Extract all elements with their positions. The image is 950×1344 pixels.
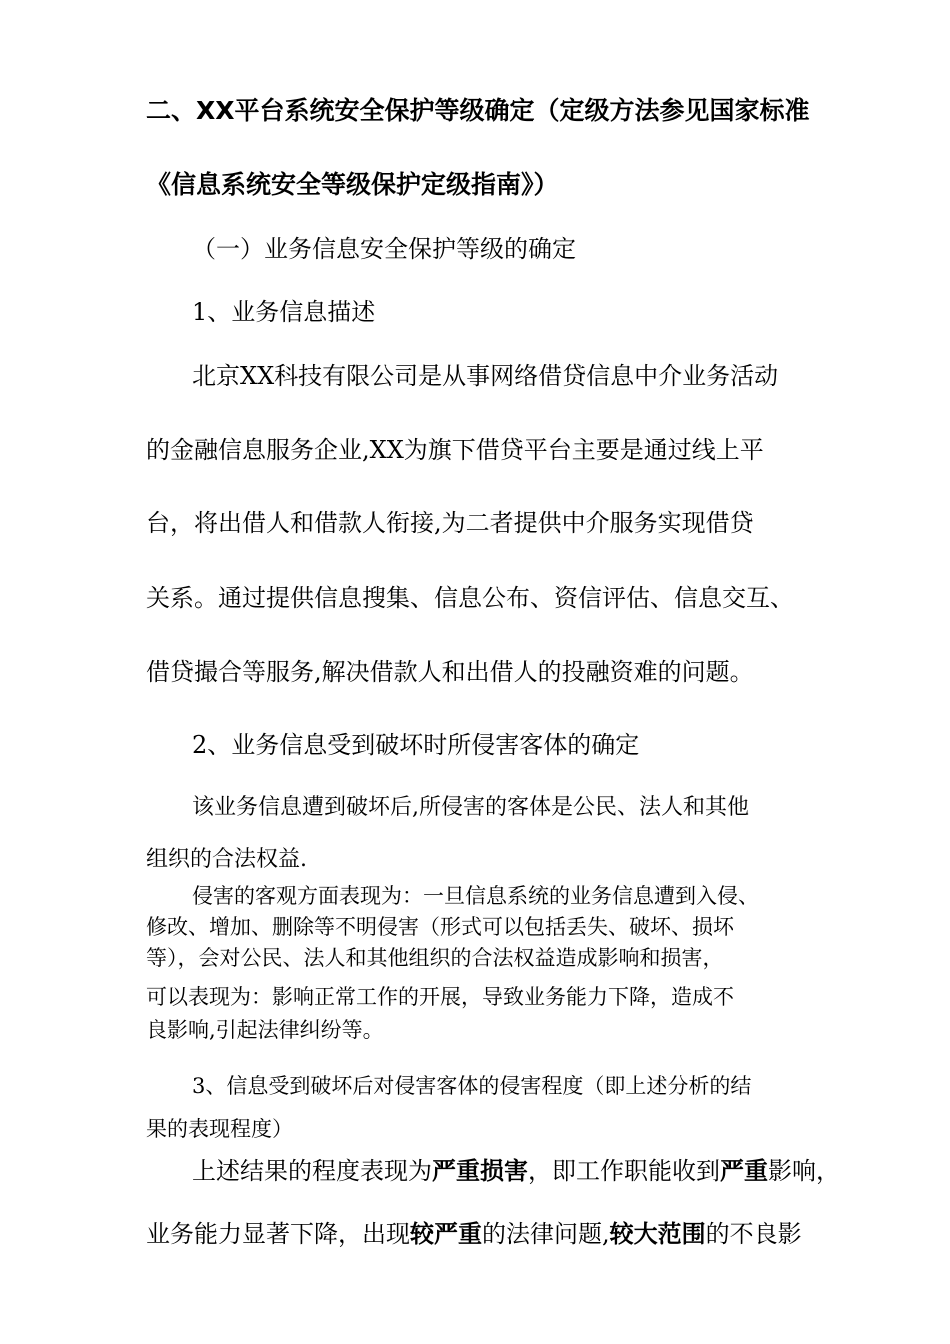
item-3-body-line-1 bbox=[192, 1159, 840, 1183]
emphasis-large-scope: 较大范围 bbox=[609, 1220, 706, 1248]
plain-text: 业务能力显著下降，出现 bbox=[146, 1220, 410, 1248]
heading-line-1: 二、XX平台系统安全保护等级确定（定级方法参见国家标准 bbox=[146, 96, 810, 125]
item-1-line-5: 借贷撮合等服务,解决借款人和出借人的投融资难的问题。 bbox=[146, 658, 754, 686]
plain-text: 上述结果的程度表现为 bbox=[192, 1157, 432, 1185]
plain-text: 的不良影 bbox=[705, 1220, 802, 1248]
section-one-title: （一）业务信息安全保护等级的确定 bbox=[192, 235, 576, 263]
item-1-line-4: 关系。通过提供信息搜集、信息公布、资信评估、信息交互、 bbox=[146, 584, 794, 612]
item-2-para-1-line-2: 组织的合法权益. bbox=[146, 847, 307, 872]
item-1-line-2: 的金融信息服务企业,XX为旗下借贷平台主要是通过线上平 bbox=[146, 436, 764, 464]
item-2-para-1-line-1: 该业务信息遭到破坏后,所侵害的客体是公民、法人和其他 bbox=[192, 795, 749, 820]
emphasis-relatively-severe: 较严重 bbox=[410, 1220, 482, 1248]
item-2-para-2-line-5: 良影响,引起法律纠纷等。 bbox=[146, 1018, 384, 1042]
emphasis-severe-damage: 严重损害 bbox=[432, 1157, 528, 1185]
item-2-para-2-line-1: 侵害的客观方面表现为：一旦信息系统的业务信息遭到入侵、 bbox=[192, 884, 759, 908]
item-2-para-2-line-4: 可以表现为：影响正常工作的开展，导致业务能力下降，造成不 bbox=[146, 985, 734, 1009]
emphasis-severe: 严重 bbox=[720, 1157, 768, 1185]
plain-text: 影响， bbox=[768, 1157, 840, 1185]
item-2-para-2-line-3: 等），会对公民、法人和其他组织的合法权益造成影响和损害， bbox=[146, 946, 724, 970]
item-2-title: 2、业务信息受到破坏时所侵害客体的确定 bbox=[192, 731, 640, 759]
item-1-title: 1、业务信息描述 bbox=[192, 298, 376, 326]
plain-text: ，即工作职能收到 bbox=[528, 1157, 720, 1185]
item-1-line-1: 北京XX科技有限公司是从事网络借贷信息中介业务活动 bbox=[192, 362, 779, 390]
plain-text: 的法律问题, bbox=[482, 1220, 610, 1248]
item-2-para-2-line-2: 修改、增加、删除等不明侵害（形式可以包括丢失、破坏、损坏 bbox=[146, 915, 734, 939]
item-3-title-line-2: 果的表现程度） bbox=[146, 1117, 293, 1141]
item-3-body-line-2 bbox=[146, 1222, 802, 1246]
item-3-title-line-1: 3、信息受到破坏后对侵害客体的侵害程度（即上述分析的结 bbox=[192, 1074, 752, 1098]
item-1-line-3: 台，将出借人和借款人衔接,为二者提供中介服务实现借贷 bbox=[146, 509, 754, 537]
heading-line-2: 《信息系统安全等级保护定级指南》） bbox=[146, 170, 559, 199]
